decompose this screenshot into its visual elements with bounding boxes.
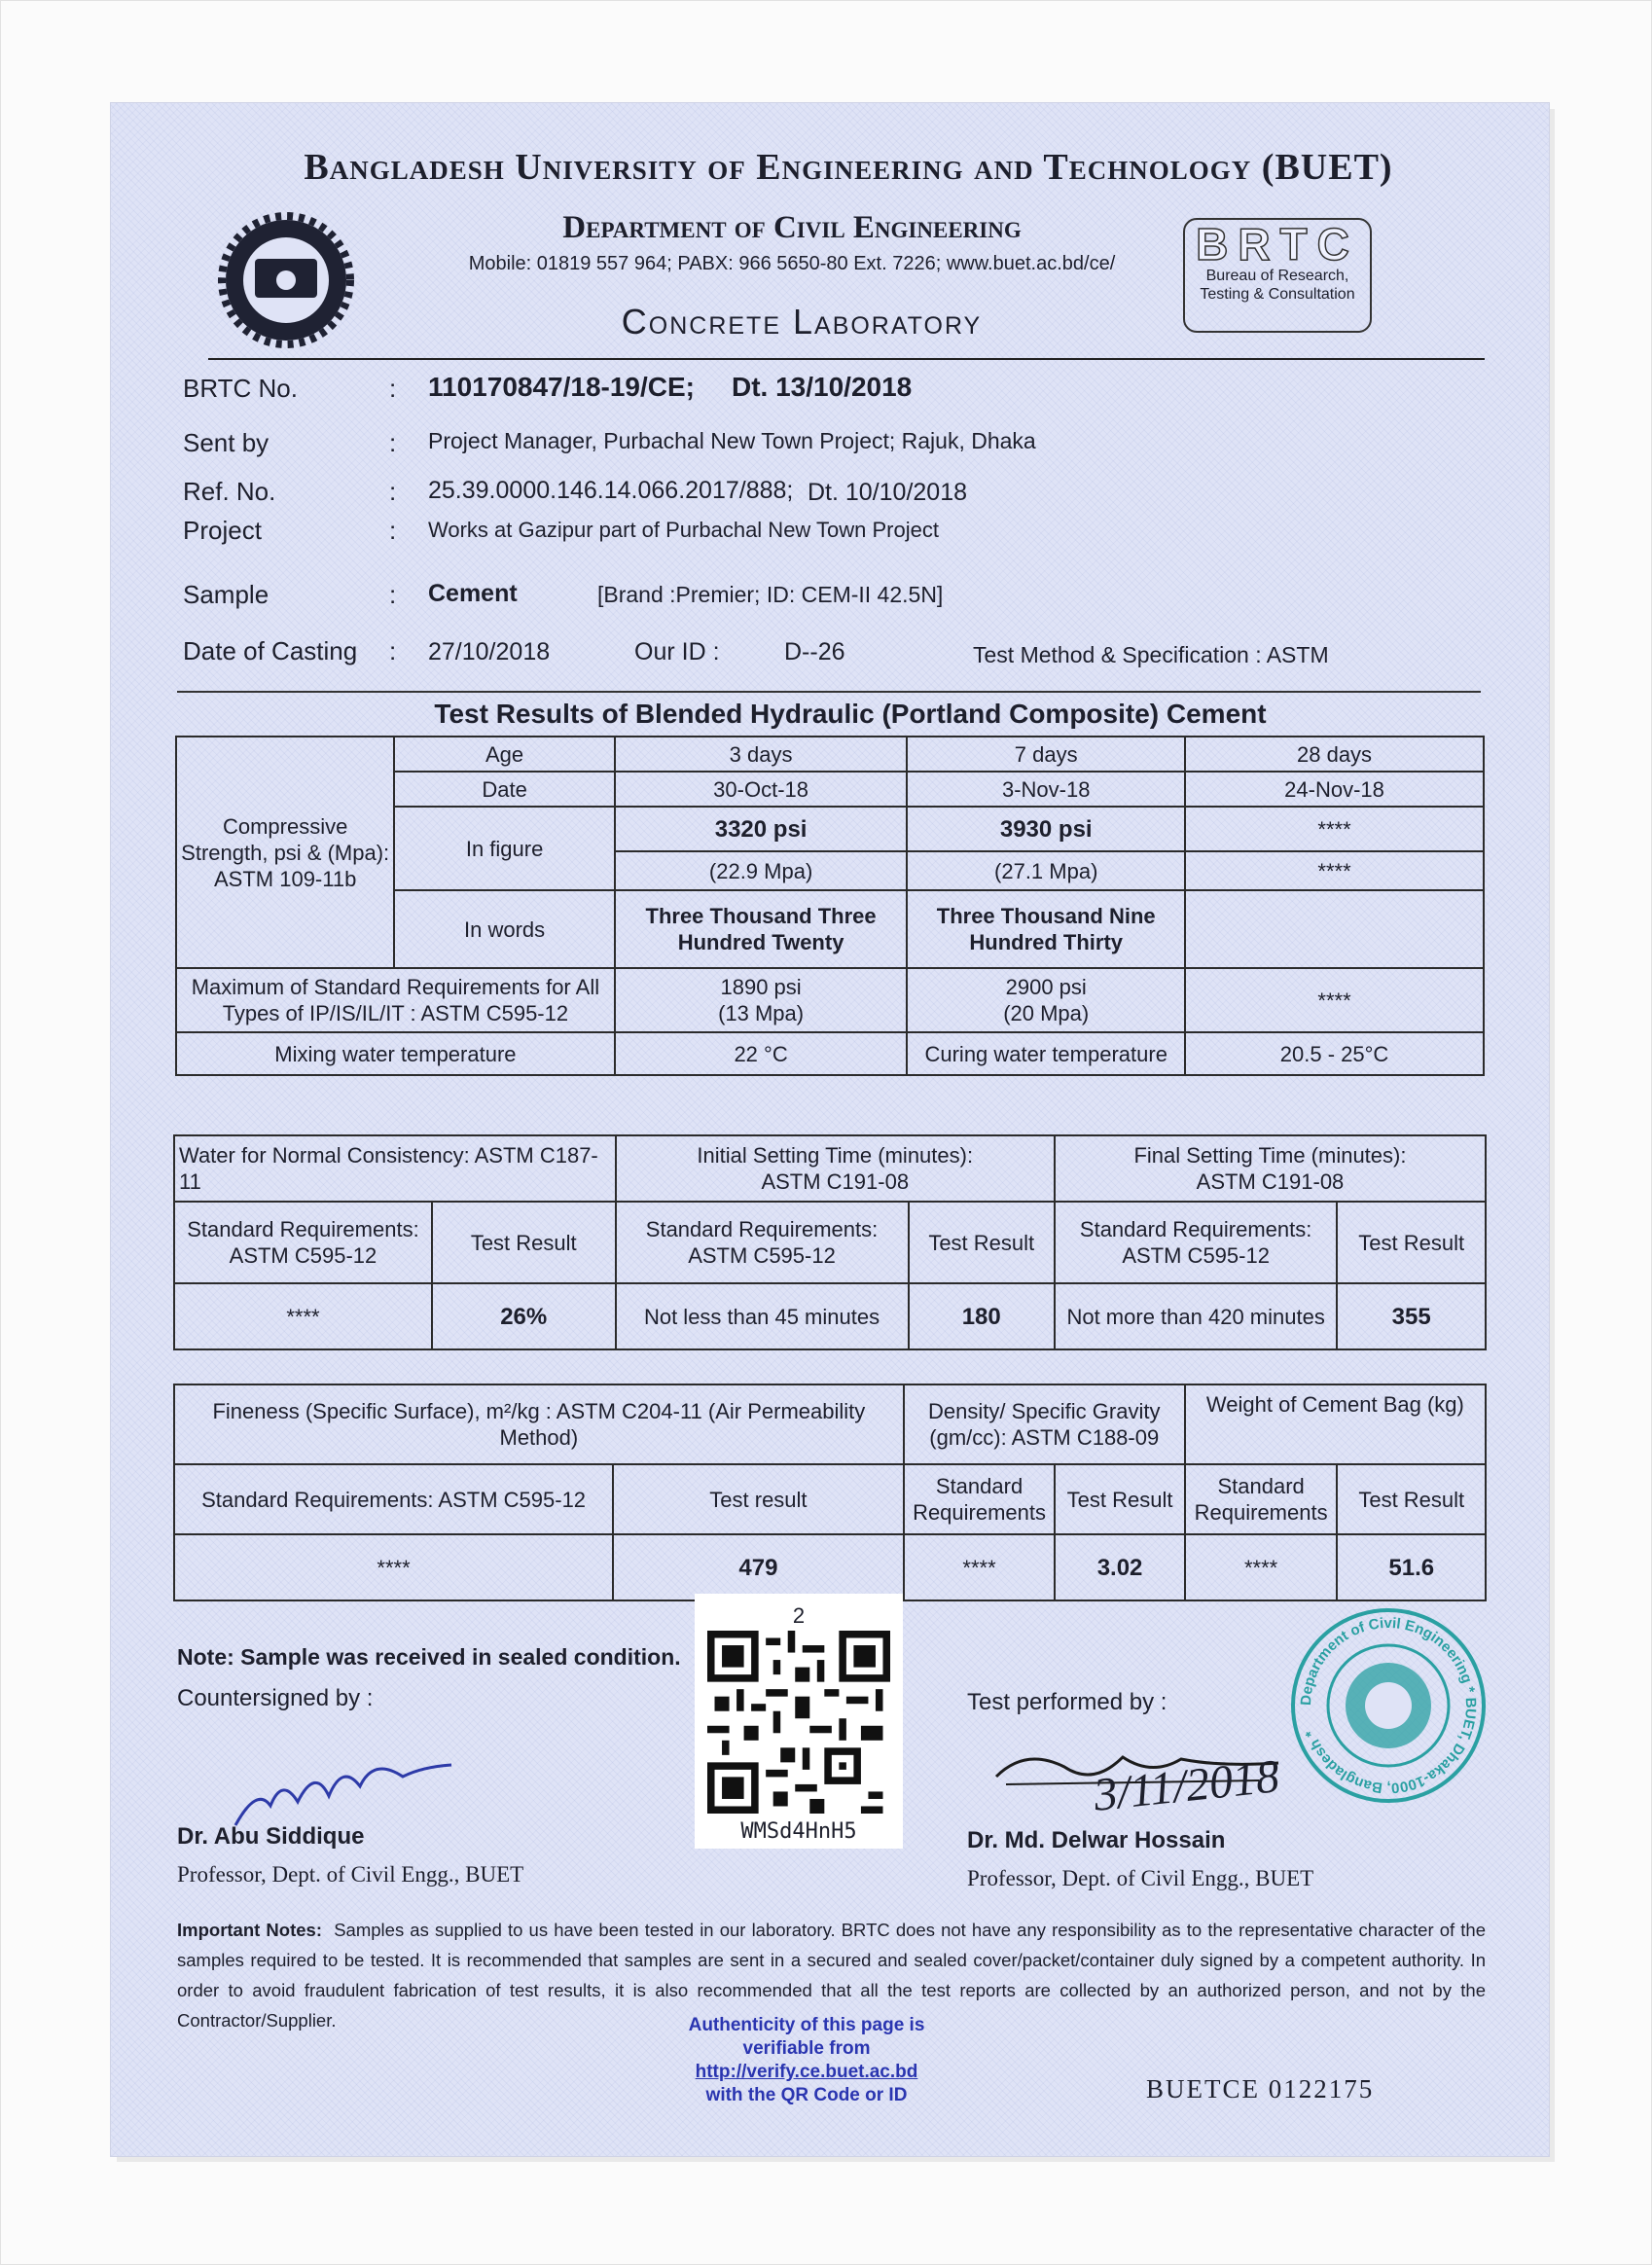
sent-by-value: Project Manager, Purbachal New Town Project; Rajuk, Dhaka [428, 428, 1036, 453]
age-label: Age [394, 737, 614, 772]
date-label: Date [394, 772, 614, 807]
initial-std: ASTM C191-08 [761, 1169, 910, 1194]
psi-7d: 3930 psi [907, 807, 1185, 851]
mixing-value: 22 °C [615, 1032, 908, 1075]
density-std-label: Standard Requirements [904, 1464, 1056, 1534]
sealed-note: Note: Sample was received in sealed condition. [177, 1644, 681, 1670]
info-rule [177, 691, 1481, 693]
density-req: **** [904, 1534, 1056, 1600]
max-req-28d: **** [1185, 968, 1484, 1032]
fineness-table [173, 1384, 1487, 1601]
initial-result-label: Test Result [909, 1202, 1055, 1283]
fineness-req: **** [174, 1534, 613, 1600]
signature-date: 3/11/2018 [1091, 1750, 1282, 1821]
test-report-page [111, 103, 1549, 2156]
our-id-value: D--26 [784, 638, 845, 665]
age-28d: 28 days [1185, 737, 1484, 772]
date-7d: 3-Nov-18 [907, 772, 1185, 807]
brtc-logo [1183, 218, 1372, 333]
consistency-result-label: Test Result [432, 1202, 616, 1283]
colon: : [389, 516, 397, 545]
consistency-std-label: Standard Requirements: ASTM C595-12 [174, 1202, 432, 1283]
initial-header: Initial Setting Time (minutes): [697, 1143, 974, 1168]
curing-value: 20.5 - 25°C [1185, 1032, 1484, 1075]
max-req-7d [907, 968, 1185, 1032]
important-text: Samples as supplied to us have been tested in our laboratory. BRTC does not have any responsibility as to the representative character of the samples required to be tested. It is recommended that samples are sent in a secured and sealed cover/packet/container duly signed by a competent authority. In order to avoid fraudulent fabrication of test results, it is also recommended that all the test reports are collected by an authorized person, and not by the Contractor/Supplier. [177, 1920, 1487, 2031]
brtc-line2: Testing & Consultation [1200, 286, 1355, 303]
performed-title: Professor, Dept. of Civil Engg., BUET [967, 1866, 1314, 1890]
test-method-label: Test Method & Specification : ASTM [973, 642, 1329, 667]
brtc-no-label: BRTC No. [183, 374, 298, 403]
ref-no-date: Dt. 10/10/2018 [808, 479, 968, 506]
sample-brand: [Brand :Premier; ID: CEM-II 42.5N] [597, 582, 944, 607]
results-title: Test Results of Blended Hydraulic (Portland Composite) Cement [434, 699, 1267, 729]
mpa-28d: **** [1185, 851, 1484, 890]
brtc-logo-text: BRTC [1196, 219, 1359, 270]
density-result: 3.02 [1055, 1534, 1184, 1600]
ref-no-value: 25.39.0000.146.14.066.2017/888; [428, 477, 794, 504]
sample-label: Sample [183, 580, 269, 609]
words-3d: Three Thousand Three Hundred Twenty [615, 890, 908, 968]
contact-info: Mobile: 01819 557 964; PABX: 966 5650-80 Ext. 7226; www.buet.ac.bd/ce/ [468, 253, 1116, 274]
density-header: Density/ Specific Gravity (gm/cc): ASTM C188-09 [904, 1384, 1185, 1464]
initial-header-cell [616, 1135, 1055, 1202]
countersigned-title: Professor, Dept. of Civil Engg., BUET [177, 1862, 524, 1887]
initial-std-label: Standard Requirements: ASTM C595-12 [616, 1202, 909, 1283]
project-label: Project [183, 516, 262, 545]
brtc-line1: Bureau of Research, [1205, 268, 1349, 284]
initial-result: 180 [909, 1283, 1055, 1349]
countersigned-name: Dr. Abu Siddique [177, 1823, 365, 1850]
colon: : [389, 636, 397, 665]
psi-3d: 3320 psi [615, 807, 908, 851]
fineness-header: Fineness (Specific Surface), m²/kg : ASTM C204-11 (Air Permeability Method) [174, 1384, 904, 1464]
sent-by-label: Sent by [183, 428, 269, 457]
colon: : [389, 477, 397, 506]
max-req-psi-7d: 2900 psi [1005, 975, 1087, 999]
qr-sticker [695, 1594, 903, 1849]
mixing-label: Mixing water temperature [176, 1032, 615, 1075]
casting-value: 27/10/2018 [428, 638, 551, 665]
max-req-mpa-3d: (13 Mpa) [718, 1001, 805, 1025]
casting-label: Date of Casting [183, 636, 358, 665]
performed-label: Test performed by : [967, 1689, 1167, 1715]
brtc-no-date: Dt. 13/10/2018 [732, 372, 913, 402]
mpa-7d: (27.1 Mpa) [907, 851, 1185, 890]
countersigned-label: Countersigned by : [177, 1685, 374, 1711]
brtc-no-value: 110170847/18-19/CE; [428, 372, 695, 402]
date-28d: 24-Nov-18 [1185, 772, 1484, 807]
final-header: Final Setting Time (minutes): [1133, 1143, 1407, 1168]
sample-value: Cement [428, 580, 518, 607]
auth-line1: Authenticity of this page is [688, 2015, 925, 2035]
countersign-signature-icon [228, 1728, 461, 1835]
auth-line2: verifiable from [742, 2038, 871, 2059]
important-label: Important Notes: [177, 1920, 322, 1940]
buet-logo-icon [218, 212, 354, 348]
age-7d: 7 days [907, 737, 1185, 772]
in-figure-label: In figure [394, 807, 614, 890]
setting-time-table [173, 1134, 1487, 1350]
max-req-label: Maximum of Standard Requirements for All Types of IP/IS/IL/IT : ASTM C595-12 [176, 968, 615, 1032]
weight-result-label: Test Result [1337, 1464, 1486, 1534]
qr-code-icon [707, 1631, 890, 1814]
project-value: Works at Gazipur part of Purbachal New Town Project [428, 518, 939, 542]
serial-number: BUETCE 0122175 [1146, 2074, 1375, 2103]
final-std-label: Standard Requirements: ASTM C595-12 [1055, 1202, 1337, 1283]
initial-req: Not less than 45 minutes [616, 1283, 909, 1349]
weight-result: 51.6 [1337, 1534, 1486, 1600]
consistency-result: 26% [432, 1283, 616, 1349]
max-req-mpa-7d: (20 Mpa) [1003, 1001, 1090, 1025]
final-std: ASTM C191-08 [1196, 1169, 1345, 1194]
laboratory-name: Concrete Laboratory [621, 302, 983, 342]
in-words-label: In words [394, 890, 614, 968]
compressive-strength-table [175, 736, 1485, 1076]
our-id-label: Our ID : [634, 638, 720, 665]
qr-number: 2 [792, 1603, 806, 1628]
authenticity-box [685, 2014, 928, 2107]
words-7d: Three Thousand Nine Hundred Thirty [907, 890, 1185, 968]
colon: : [389, 580, 397, 609]
colon: : [389, 428, 397, 457]
weight-std-label: Standard Requirements [1185, 1464, 1338, 1534]
consistency-header: Water for Normal Consistency: ASTM C187-11 [174, 1135, 616, 1202]
qr-id: WMSd4HnH5 [740, 1819, 857, 1844]
final-header-cell [1055, 1135, 1486, 1202]
university-name: Bangladesh University of Engineering and Technology (BUET) [304, 147, 1393, 188]
final-result-label: Test Result [1337, 1202, 1486, 1283]
max-req-3d [615, 968, 908, 1032]
colon: : [389, 374, 397, 403]
final-result: 355 [1337, 1283, 1486, 1349]
weight-header: Weight of Cement Bag (kg) [1185, 1384, 1486, 1464]
words-28d [1185, 890, 1484, 968]
age-3d: 3 days [615, 737, 908, 772]
auth-link[interactable]: http://verify.ce.buet.ac.bd [695, 2062, 918, 2082]
strength-row-header: Compressive Strength, psi & (Mpa): ASTM 109-11b [176, 737, 394, 968]
psi-28d: **** [1185, 807, 1484, 851]
seal-text-path: Department of Civil Engineering * BUET, Dhaka-1000, Bangladesh * [1297, 1614, 1480, 1797]
date-3d: 30-Oct-18 [615, 772, 908, 807]
final-req: Not more than 420 minutes [1055, 1283, 1337, 1349]
weight-req: **** [1185, 1534, 1338, 1600]
auth-line4: with the QR Code or ID [705, 2085, 908, 2105]
ref-no-label: Ref. No. [183, 477, 276, 506]
fineness-result-label: Test result [613, 1464, 904, 1534]
mpa-3d: (22.9 Mpa) [615, 851, 908, 890]
max-req-psi-3d: 1890 psi [720, 975, 802, 999]
performed-name: Dr. Md. Delwar Hossain [967, 1827, 1226, 1853]
fineness-result: 479 [613, 1534, 904, 1600]
fineness-std-label: Standard Requirements: ASTM C595-12 [174, 1464, 613, 1534]
curing-label: Curing water temperature [907, 1032, 1185, 1075]
consistency-req: **** [174, 1283, 432, 1349]
department-name: Department of Civil Engineering [562, 210, 1022, 245]
header-rule [208, 358, 1485, 360]
department-seal-icon [1288, 1605, 1489, 1806]
density-result-label: Test Result [1055, 1464, 1184, 1534]
